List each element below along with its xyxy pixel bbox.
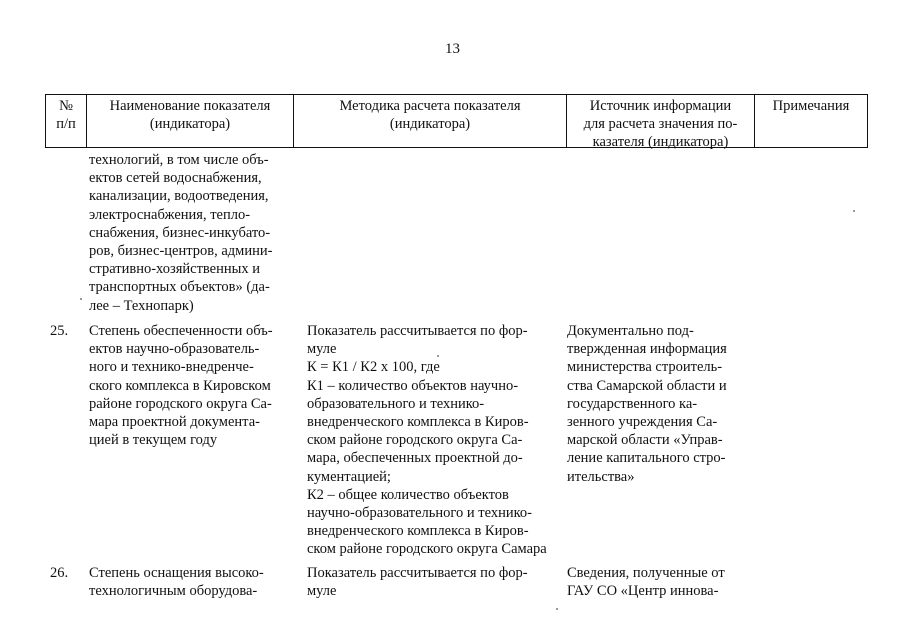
row-26-information-source: Сведения, полученные от ГАУ СО «Центр иннова- bbox=[567, 565, 725, 600]
table-header bbox=[45, 94, 868, 151]
row-26-calculation-method: Показатель рассчитывается по фор- муле bbox=[307, 565, 528, 600]
row-25-indicator-name: Степень обеспеченности объ- ектов научно-образователь- ного и технико-внедренче- ского комплекса в Кировском районе городского округа Са- мара проектной документа- цией в текущем году bbox=[89, 323, 273, 449]
header-indicator-name: Наименование показателя (индикатора) bbox=[86, 95, 293, 147]
page-number: 13 bbox=[445, 41, 460, 57]
header-calculation-method: Методика расчета показателя (индикатора) bbox=[293, 95, 566, 147]
row-25-number: 25. bbox=[50, 323, 69, 339]
header-information-source: Источник информации для расчета значения по- казателя (индикатора) bbox=[566, 95, 754, 147]
scan-speck bbox=[80, 298, 82, 300]
row-26-indicator-name: Степень оснащения высоко- технологичным оборудова- bbox=[89, 565, 264, 600]
row-25-information-source: Документально под- твержденная информация министерства строитель- ства Самарской области и государственного ка- зенного учреждения Са- марской области «Управ- ление капитального стро- ительства» bbox=[567, 323, 727, 485]
scan-speck bbox=[437, 355, 439, 357]
row-26-number: 26. bbox=[50, 565, 69, 581]
header-number: № п/п bbox=[45, 95, 86, 147]
continuation-indicator-name: технологий, в том числе объ- ектов сетей водоснабжения, канализации, водоотведения, электроснабжения, тепло- снабжения, бизнес-инкубато- ров, бизнес-центров, админи- стративно-хозяйственных и транспортных объектов» (да- лее – Технопарк) bbox=[89, 152, 273, 314]
row-25-calculation-method: Показатель рассчитывается по фор- муле К = К1 / К2 х 100, где К1 – количество объектов научно- образовательного и технико- внедренческого комплекса в Киров- ском районе городского округа Са- мара, обеспеченных проектной до- кументацией; К2 – общее количество объектов научно-образовательного и технико- внедренческого комплекса в Киров- ском районе городского округа Самара bbox=[307, 323, 547, 558]
header-notes: Примечания bbox=[754, 95, 868, 147]
scan-speck bbox=[853, 210, 855, 212]
scan-speck bbox=[556, 608, 558, 610]
